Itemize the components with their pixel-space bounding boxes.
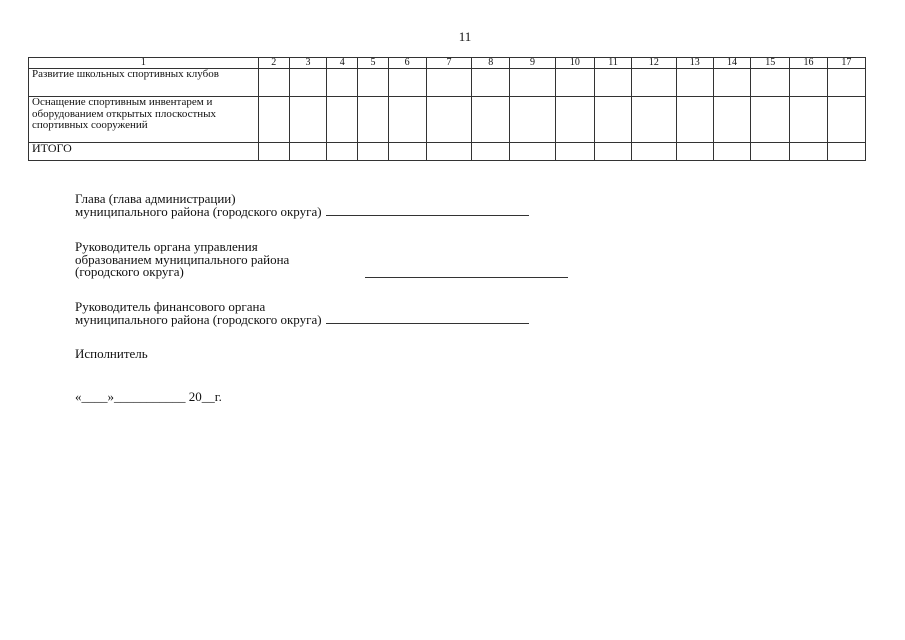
education-signature-block: [75, 241, 289, 279]
column-header: 13: [676, 58, 713, 69]
column-header: 12: [632, 58, 676, 69]
column-header: 14: [713, 58, 750, 69]
finance-signature-block: [75, 301, 529, 326]
column-header: 1: [29, 58, 259, 69]
column-header: 17: [827, 58, 865, 69]
report-table: [28, 57, 866, 161]
column-header: 16: [790, 58, 827, 69]
signature-title: Глава (глава администрации): [75, 191, 236, 206]
table-header-row: [29, 58, 866, 69]
table-row: [29, 69, 866, 97]
signature-line[interactable]: [326, 214, 529, 216]
column-header: 6: [388, 58, 426, 69]
date-field[interactable]: «____»___________ 20__г.: [75, 389, 222, 404]
row-label: ИТОГО: [29, 143, 259, 161]
signature-title: муниципального района (городского округа): [75, 203, 322, 219]
head-signature-block: [75, 193, 529, 218]
column-header: 3: [289, 58, 326, 69]
signature-title: образованием муниципального района: [75, 251, 290, 267]
signature-title: (городского округа): [75, 264, 184, 279]
page-number: 11: [458, 29, 472, 44]
table-row: [29, 97, 866, 143]
signature-title: муниципального района (городского округа): [75, 311, 322, 327]
column-header: 11: [594, 58, 631, 69]
signature-title: Руководитель органа управления: [75, 239, 258, 254]
row-label: Развитие школьных спортивных клубов: [29, 69, 259, 97]
column-header: 15: [751, 58, 790, 69]
column-header: 8: [472, 58, 510, 69]
row-label: Оснащение спортивным инвентарем и оборудованием открытых плоскостных спортивных сооружений: [29, 97, 259, 143]
column-header: 7: [426, 58, 471, 69]
column-header: 5: [358, 58, 388, 69]
column-header: 4: [327, 58, 358, 69]
signature-title: Руководитель финансового органа: [75, 299, 266, 314]
signature-line[interactable]: [365, 277, 568, 278]
executor-label: Исполнитель: [75, 346, 148, 361]
signature-line[interactable]: [326, 322, 529, 324]
column-header: 9: [510, 58, 555, 69]
column-header: 2: [258, 58, 289, 69]
column-header: 10: [555, 58, 594, 69]
table-row-total: [29, 143, 866, 161]
